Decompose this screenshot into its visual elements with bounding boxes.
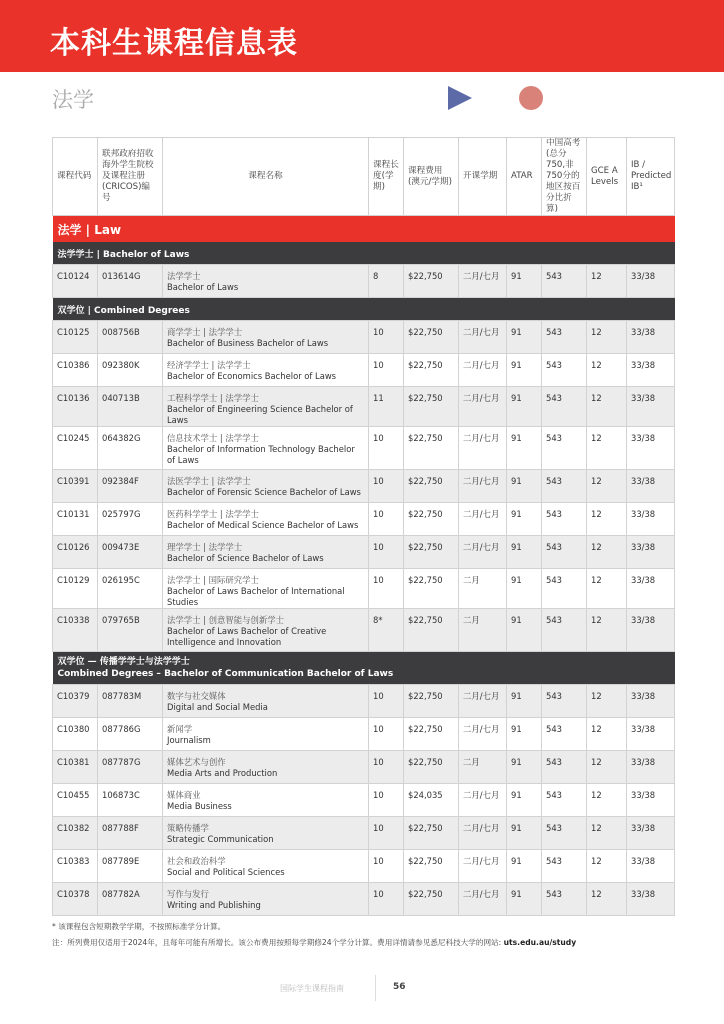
cell-cricos: 087783M <box>98 685 163 718</box>
cell-length: 10 <box>369 751 404 784</box>
cell-length: 8* <box>369 609 404 652</box>
course-name-en: Bachelor of Economics Bachelor of Laws <box>167 371 337 381</box>
group-header-row <box>53 242 675 265</box>
triangle-play-icon <box>448 86 472 110</box>
course-name-en: Bachelor of Laws <box>167 282 239 292</box>
cell-gaokao: 543 <box>542 321 587 354</box>
cell-cricos: 040713B <box>98 387 163 427</box>
cell-gce: 12 <box>587 354 627 387</box>
cell-intake: 二月/七月 <box>459 883 507 916</box>
cell-gce: 12 <box>587 427 627 470</box>
circle-dot-icon <box>519 86 543 110</box>
course-name-en: Media Business <box>167 801 232 811</box>
course-name-cn: 法学学士 | 国际研究学士 <box>167 575 259 585</box>
cell-fee: $22,750 <box>404 265 459 298</box>
cell-atar: 91 <box>507 850 542 883</box>
cell-gce: 12 <box>587 503 627 536</box>
course-name-cn: 工程科学学士 | 法学学士 <box>167 393 259 403</box>
cell-gaokao: 543 <box>542 265 587 298</box>
cell-gaokao: 543 <box>542 387 587 427</box>
cell-gce: 12 <box>587 850 627 883</box>
cell-cricos: 025797G <box>98 503 163 536</box>
cell-course-name <box>163 536 369 569</box>
group-title: 双学位 | Combined Degrees <box>57 305 190 316</box>
cell-length: 10 <box>369 718 404 751</box>
col-header-intake: 开课学期 <box>459 138 507 216</box>
fee-note <box>52 935 576 951</box>
cell-gce: 12 <box>587 817 627 850</box>
cell-fee: $22,750 <box>404 536 459 569</box>
cell-fee: $22,750 <box>404 354 459 387</box>
table-row <box>53 321 675 354</box>
cell-fee: $22,750 <box>404 387 459 427</box>
course-name-cn: 媒体商业 <box>167 790 201 800</box>
cell-gce: 12 <box>587 569 627 609</box>
group-title-cell <box>53 298 675 321</box>
course-name-en: Social and Political Sciences <box>167 867 285 877</box>
cell-course-name <box>163 427 369 470</box>
cell-ib: 33/38 <box>627 609 675 652</box>
cell-gaokao: 543 <box>542 609 587 652</box>
cell-fee: $22,750 <box>404 427 459 470</box>
cell-atar: 91 <box>507 569 542 609</box>
cell-intake: 二月/七月 <box>459 784 507 817</box>
table-row <box>53 883 675 916</box>
cell-intake: 二月/七月 <box>459 850 507 883</box>
col-header-ib: IB / Predicted IB¹ <box>627 138 675 216</box>
cell-fee: $24,035 <box>404 784 459 817</box>
cell-intake: 二月/七月 <box>459 718 507 751</box>
cell-code: C10383 <box>53 850 98 883</box>
course-name-en: Strategic Communication <box>167 834 274 844</box>
cell-ib: 33/38 <box>627 265 675 298</box>
table-row <box>53 609 675 652</box>
cell-length: 10 <box>369 354 404 387</box>
cell-cricos: 009473E <box>98 536 163 569</box>
footer-label: 国际学生课程指南 <box>280 984 344 993</box>
course-name-cn: 数字与社交媒体 <box>167 691 226 701</box>
cell-course-name <box>163 503 369 536</box>
cell-length: 10 <box>369 883 404 916</box>
course-name-en: Writing and Publishing <box>167 900 261 910</box>
cell-ib: 33/38 <box>627 470 675 503</box>
cell-fee: $22,750 <box>404 883 459 916</box>
cell-cricos: 013614G <box>98 265 163 298</box>
cell-intake: 二月/七月 <box>459 817 507 850</box>
footer-divider <box>375 975 376 1001</box>
page-number: 56 <box>393 982 406 992</box>
cell-length: 10 <box>369 784 404 817</box>
col-header-fee: 课程费用(澳元/学期) <box>404 138 459 216</box>
cell-cricos: 106873C <box>98 784 163 817</box>
cell-atar: 91 <box>507 470 542 503</box>
table-row <box>53 850 675 883</box>
cell-cricos: 064382G <box>98 427 163 470</box>
cell-length: 10 <box>369 536 404 569</box>
cell-code: C10386 <box>53 354 98 387</box>
cell-gce: 12 <box>587 609 627 652</box>
cell-course-name <box>163 784 369 817</box>
table-header-row <box>53 138 675 216</box>
cell-gaokao: 543 <box>542 685 587 718</box>
cell-fee: $22,750 <box>404 503 459 536</box>
cell-course-name <box>163 569 369 609</box>
cell-gaokao: 543 <box>542 718 587 751</box>
course-name-cn: 媒体艺术与创作 <box>167 757 226 767</box>
cell-gaokao: 543 <box>542 850 587 883</box>
col-header-code: 课程代码 <box>53 138 98 216</box>
course-name-en: Bachelor of Laws Bachelor of Creative Intelligence and Innovation <box>167 626 327 647</box>
cell-intake: 二月/七月 <box>459 321 507 354</box>
cell-intake: 二月/七月 <box>459 265 507 298</box>
cell-intake: 二月/七月 <box>459 685 507 718</box>
table-row <box>53 354 675 387</box>
cell-ib: 33/38 <box>627 784 675 817</box>
cell-intake: 二月/七月 <box>459 387 507 427</box>
cell-ib: 33/38 <box>627 718 675 751</box>
cell-intake: 二月 <box>459 751 507 784</box>
cell-code: C10379 <box>53 685 98 718</box>
cell-gce: 12 <box>587 536 627 569</box>
cell-length: 10 <box>369 685 404 718</box>
cell-ib: 33/38 <box>627 817 675 850</box>
col-header-gce: GCE A Levels <box>587 138 627 216</box>
cell-code: C10338 <box>53 609 98 652</box>
cell-intake: 二月 <box>459 569 507 609</box>
fee-note-text: 注：所列费用仅适用于2024年，且每年可能有所增长。该公布费用按照每学期修24个学分计算。费用详情请参见悉尼科技大学的网站: <box>52 938 504 947</box>
cell-length: 10 <box>369 321 404 354</box>
cell-atar: 91 <box>507 536 542 569</box>
col-header-cricos: 联邦政府招收海外学生院校及课程注册(CRICOS)编号 <box>98 138 163 216</box>
cell-cricos: 087782A <box>98 883 163 916</box>
cell-ib: 33/38 <box>627 503 675 536</box>
cell-atar: 91 <box>507 784 542 817</box>
cell-atar: 91 <box>507 354 542 387</box>
cell-length: 11 <box>369 387 404 427</box>
cell-gce: 12 <box>587 883 627 916</box>
cell-code: C10125 <box>53 321 98 354</box>
table-row <box>53 751 675 784</box>
cell-fee: $22,750 <box>404 751 459 784</box>
group-title: 双学位 — 传播学学士与法学学士 <box>57 657 190 667</box>
cell-code: C10124 <box>53 265 98 298</box>
cell-gaokao: 543 <box>542 751 587 784</box>
cell-atar: 91 <box>507 503 542 536</box>
cell-length: 10 <box>369 850 404 883</box>
cell-intake: 二月/七月 <box>459 503 507 536</box>
cell-course-name <box>163 685 369 718</box>
cell-code: C10131 <box>53 503 98 536</box>
cell-gaokao: 543 <box>542 883 587 916</box>
course-name-en: Digital and Social Media <box>167 702 268 712</box>
cell-atar: 91 <box>507 427 542 470</box>
cell-atar: 91 <box>507 817 542 850</box>
cell-fee: $22,750 <box>404 569 459 609</box>
cell-course-name <box>163 354 369 387</box>
cell-code: C10245 <box>53 427 98 470</box>
course-name-cn: 新闻学 <box>167 724 193 734</box>
cell-cricos: 087788F <box>98 817 163 850</box>
course-name-cn: 写作与发行 <box>167 889 209 899</box>
cell-gaokao: 543 <box>542 817 587 850</box>
cell-gaokao: 543 <box>542 784 587 817</box>
cell-gaokao: 543 <box>542 503 587 536</box>
cell-fee: $22,750 <box>404 470 459 503</box>
cell-fee: $22,750 <box>404 817 459 850</box>
cell-gce: 12 <box>587 387 627 427</box>
cell-code: C10129 <box>53 569 98 609</box>
cell-intake: 二月/七月 <box>459 470 507 503</box>
cell-ib: 33/38 <box>627 751 675 784</box>
cell-length: 10 <box>369 503 404 536</box>
table-row <box>53 685 675 718</box>
cell-course-name <box>163 609 369 652</box>
cell-course-name <box>163 883 369 916</box>
header-bar <box>0 0 724 72</box>
table-row <box>53 784 675 817</box>
cell-fee: $22,750 <box>404 685 459 718</box>
page-title: 本科生课程信息表 <box>50 26 298 61</box>
study-link[interactable]: uts.edu.au/study <box>503 938 577 947</box>
cell-course-name <box>163 387 369 427</box>
course-name-en: Bachelor of Engineering Science Bachelor of Laws <box>167 404 353 425</box>
cell-fee: $22,750 <box>404 718 459 751</box>
course-name-en: Bachelor of Forensic Science Bachelor of Laws <box>167 487 361 497</box>
group-header-row <box>53 652 675 685</box>
cell-atar: 91 <box>507 883 542 916</box>
cell-code: C10391 <box>53 470 98 503</box>
course-name-en: Media Arts and Production <box>167 768 278 778</box>
course-name-cn: 经济学学士 | 法学学士 <box>167 360 251 370</box>
cell-gaokao: 543 <box>542 536 587 569</box>
group-title-en: Combined Degrees – Bachelor of Communication Bachelor of Laws <box>57 669 394 679</box>
cell-intake: 二月 <box>459 609 507 652</box>
cell-ib: 33/38 <box>627 354 675 387</box>
cell-cricos: 087787G <box>98 751 163 784</box>
group-title-cell <box>53 242 675 265</box>
cell-code: C10381 <box>53 751 98 784</box>
cell-course-name <box>163 321 369 354</box>
section-subtitle: 法学 <box>52 88 94 112</box>
cell-intake: 二月/七月 <box>459 354 507 387</box>
course-name-cn: 策略传播学 <box>167 823 209 833</box>
cell-fee: $22,750 <box>404 321 459 354</box>
table-row <box>53 387 675 427</box>
cell-code: C10455 <box>53 784 98 817</box>
table-row <box>53 718 675 751</box>
cell-course-name <box>163 470 369 503</box>
section-title: 法学 | Law <box>53 216 675 243</box>
cell-cricos: 087786G <box>98 718 163 751</box>
cell-gce: 12 <box>587 265 627 298</box>
cell-ib: 33/38 <box>627 569 675 609</box>
cell-gce: 12 <box>587 784 627 817</box>
cell-code: C10380 <box>53 718 98 751</box>
cell-atar: 91 <box>507 321 542 354</box>
cell-cricos: 092384F <box>98 470 163 503</box>
cell-ib: 33/38 <box>627 536 675 569</box>
cell-fee: $22,750 <box>404 850 459 883</box>
footnotes <box>52 919 576 951</box>
cell-course-name <box>163 265 369 298</box>
table-row <box>53 427 675 470</box>
cell-cricos: 079765B <box>98 609 163 652</box>
col-header-name: 课程名称 <box>163 138 369 216</box>
course-name-en: Bachelor of Science Bachelor of Laws <box>167 553 324 563</box>
col-header-gaokao: 中国高考(总分750,非750分的地区按百分比折算) <box>542 138 587 216</box>
cell-length: 10 <box>369 569 404 609</box>
course-name-cn: 信息技术学士 | 法学学士 <box>167 433 259 443</box>
cell-course-name <box>163 751 369 784</box>
course-name-cn: 法学学士 | 创意智能与创新学士 <box>167 615 285 625</box>
cell-gce: 12 <box>587 685 627 718</box>
cell-length: 10 <box>369 470 404 503</box>
table-row <box>53 470 675 503</box>
cell-intake: 二月/七月 <box>459 536 507 569</box>
cell-ib: 33/38 <box>627 883 675 916</box>
table-row <box>53 817 675 850</box>
cell-gce: 12 <box>587 751 627 784</box>
cell-code: C10136 <box>53 387 98 427</box>
cell-fee: $22,750 <box>404 609 459 652</box>
cell-ib: 33/38 <box>627 427 675 470</box>
cell-length: 10 <box>369 427 404 470</box>
course-name-en: Journalism <box>167 735 211 745</box>
cell-gaokao: 543 <box>542 569 587 609</box>
course-name-cn: 理学学士 | 法学学士 <box>167 542 243 552</box>
cell-atar: 91 <box>507 751 542 784</box>
cell-gce: 12 <box>587 718 627 751</box>
section-row-law <box>53 216 675 243</box>
col-header-length: 课程长度(学期) <box>369 138 404 216</box>
cell-gaokao: 543 <box>542 470 587 503</box>
course-table <box>52 137 675 916</box>
cell-length: 10 <box>369 817 404 850</box>
group-title-cell <box>53 652 675 685</box>
cell-length: 8 <box>369 265 404 298</box>
cell-atar: 91 <box>507 718 542 751</box>
cell-cricos: 026195C <box>98 569 163 609</box>
table-row <box>53 503 675 536</box>
cell-course-name <box>163 850 369 883</box>
cell-intake: 二月/七月 <box>459 427 507 470</box>
cell-cricos: 092380K <box>98 354 163 387</box>
cell-atar: 91 <box>507 609 542 652</box>
cell-ib: 33/38 <box>627 850 675 883</box>
table-row <box>53 265 675 298</box>
course-name-cn: 社会和政治科学 <box>167 856 226 866</box>
asterisk-note: * 该课程包含短期教学学期，不按照标准学分计算。 <box>52 922 226 931</box>
course-name-en: Bachelor of Medical Science Bachelor of Laws <box>167 520 359 530</box>
course-name-cn: 法医学学士 | 法学学士 <box>167 476 251 486</box>
cell-ib: 33/38 <box>627 387 675 427</box>
cell-ib: 33/38 <box>627 321 675 354</box>
course-name-en: Bachelor of Business Bachelor of Laws <box>167 338 329 348</box>
group-title: 法学学士 | Bachelor of Laws <box>57 249 190 260</box>
cell-gaokao: 543 <box>542 427 587 470</box>
course-name-en: Bachelor of Laws Bachelor of International Studies <box>167 586 345 607</box>
cell-gce: 12 <box>587 321 627 354</box>
course-name-en: Bachelor of Information Technology Bachelor of Laws <box>167 444 355 465</box>
group-header-row <box>53 298 675 321</box>
cell-cricos: 087789E <box>98 850 163 883</box>
cell-course-name <box>163 718 369 751</box>
col-header-atar: ATAR <box>507 138 542 216</box>
table-row <box>53 569 675 609</box>
cell-cricos: 008756B <box>98 321 163 354</box>
cell-atar: 91 <box>507 265 542 298</box>
cell-atar: 91 <box>507 387 542 427</box>
cell-gce: 12 <box>587 470 627 503</box>
course-name-cn: 法学学士 <box>167 271 201 281</box>
cell-course-name <box>163 817 369 850</box>
cell-ib: 33/38 <box>627 685 675 718</box>
course-name-cn: 医药科学学士 | 法学学士 <box>167 509 259 519</box>
cell-atar: 91 <box>507 685 542 718</box>
cell-code: C10126 <box>53 536 98 569</box>
course-name-cn: 商学学士 | 法学学士 <box>167 327 243 337</box>
cell-code: C10382 <box>53 817 98 850</box>
cell-code: C10378 <box>53 883 98 916</box>
table-row <box>53 536 675 569</box>
cell-gaokao: 543 <box>542 354 587 387</box>
